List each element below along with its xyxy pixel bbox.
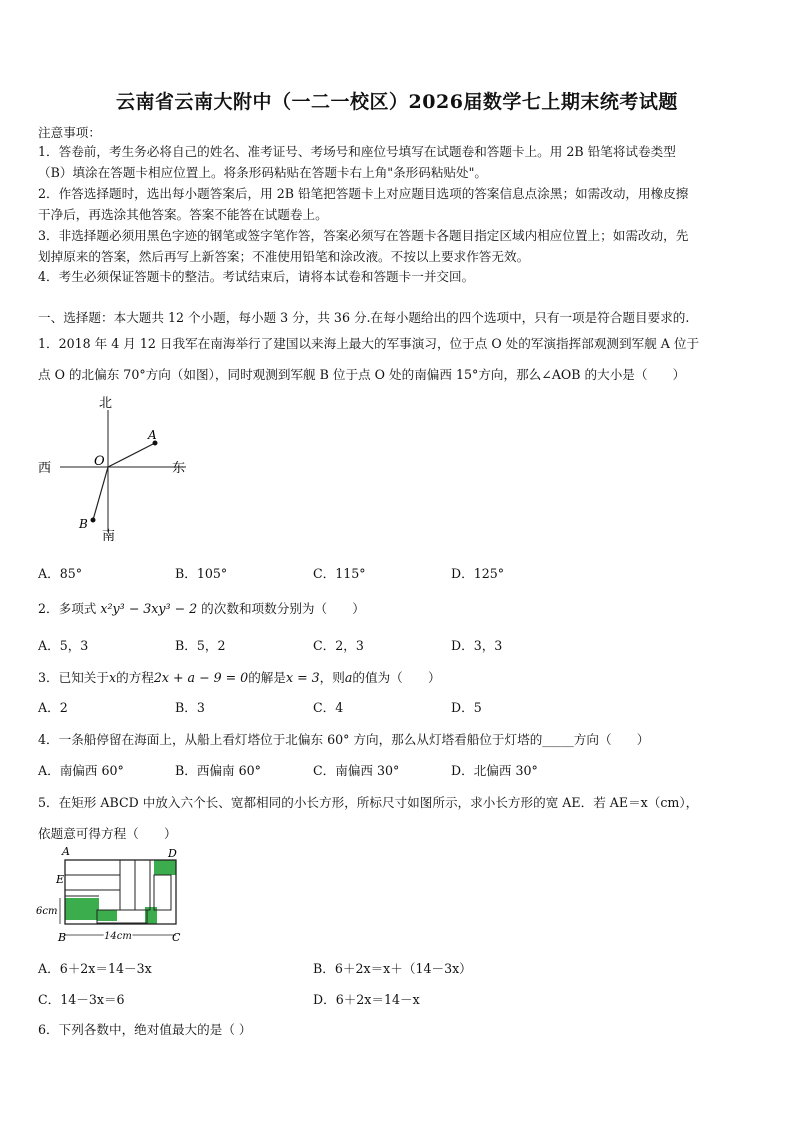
q5-line-1: 5．在矩形 ABCD 中放入六个长、宽都相同的小长方形，所标尺寸如图所示，求小长方形的宽 AE．若 AE＝x（cm）， [38,795,699,810]
q4-option-a: A．南偏西 60° [38,763,124,778]
q6-stem: 6．下列各数中，绝对值最大的是（ ） [38,1022,252,1037]
point-b [91,518,96,523]
q5-line-2: 依题意可得方程（ ） [38,826,177,841]
q4-option-d: D．北偏西 30° [451,763,538,778]
q1-line-1: 1．2018 年 4 月 12 日我军在南海举行了建国以来海上最大的军事演习，位于点 O 处的军演指挥部观测到军舰 A 位于 [38,336,700,351]
label-o: O [94,454,105,469]
label-d: D [168,847,177,860]
q3-var-a: a [344,670,353,685]
q1-option-d: D．125° [451,566,505,581]
q4-option-b: B．西偏南 60° [175,763,261,778]
q5-option-d: D．6＋2x＝14－x [313,992,420,1007]
label-e: E [56,873,65,886]
label-west: 西 [38,461,52,476]
q4-stem: 4．一条船停留在海面上，从船上看灯塔位于北偏东 60° 方向，那么从灯塔看船位于灯塔的_____方向（ ） [38,732,650,747]
q3-equation: 2x + a − 9 = 0 [153,670,249,685]
label-a: A [148,428,157,442]
q1-option-a: A．85° [38,566,83,581]
q2-stem [38,598,365,617]
q1-direction-figure [36,392,196,547]
note-2-line-2: 干净后，再选涂其他答案。答案不能答在试题卷上。 [38,207,328,222]
small-rect-1 [65,860,120,875]
q4-option-c: C．南偏西 30° [313,763,400,778]
q2-suffix: 的次数和项数分别为（ ） [201,601,365,616]
label-east: 东 [172,461,186,476]
shaded-region-bottom [97,910,117,921]
small-rect-2 [65,875,120,890]
q1-option-c: C．115° [313,566,366,581]
small-rect-3 [120,860,135,910]
q5-option-c: C．14－3x＝6 [38,992,125,1007]
note-3-line-1: 3．非选择题必须用黑色字迹的钢笔或签字笔作答，答案必须写在答题卡各题目指定区域内相应位置上；如需改动，先 [38,228,689,243]
q3-text-5: 的值为（ ） [352,670,441,685]
q3-text-1: 3．已知关于 [38,670,109,685]
shaded-region-left [65,898,99,920]
note-1-line-2: （B）填涂在答题卡相应位置上。将条形码粘贴在答题卡右上角"条形码粘贴处"。 [38,165,488,180]
q2-option-d: D．3，3 [451,638,503,653]
q3-solution: x = 3 [285,670,320,685]
label-b: B [79,517,88,531]
q3-option-c: C．4 [313,700,344,715]
q3-option-a: A．2 [38,700,68,715]
q3-text-4: ，则 [319,670,345,685]
q3-option-d: D．5 [451,700,482,715]
label-b: B [58,931,67,944]
q3-stem [38,667,441,686]
q3-text-2: 的方程 [116,670,154,685]
note-3-line-2: 划掉原来的答案，然后再写上新答案；不准使用铅笔和涂改液。不按以上要求作答无效。 [38,249,530,264]
note-4: 4．考生必须保证答题卡的整洁。考试结束后，请将本试卷和答题卡一并交回。 [38,269,475,284]
label-c: C [172,931,181,944]
ray-ob [93,467,108,520]
q3-var-x: x [108,670,117,685]
small-rect-4 [135,860,150,910]
q5-option-b: B．6＋2x＝x＋（14－3x） [313,961,472,976]
note-1-line-1: 1．答卷前，考生务必将自己的姓名、准考证号、考场号和座位号填写在试题卷和答题卡上。用 2B 铅笔将试卷类型 [38,144,676,159]
q2-prefix: 2．多项式 [38,601,97,616]
ray-oa [108,443,155,467]
label-height: 6cm [36,906,58,917]
q2-option-c: C．2，3 [313,638,364,653]
label-a: A [62,845,70,858]
q1-line-2: 点 O 的北偏东 70°方向（如图），同时观测到军舰 B 位于点 O 处的南偏西 15°方向，那么∠AOB 的大小是（ ） [38,367,686,382]
note-2-line-1: 2．作答选择题时，选出每小题答案后，用 2B 铅笔把答题卡上对应题目选项的答案信息点涂黑；如需改动，用橡皮擦 [38,186,689,201]
q5-rectangle-figure [34,843,194,946]
q2-option-a: A．5，3 [38,638,89,653]
q1-option-b: B．105° [175,566,228,581]
q2-option-b: B．5，2 [175,638,226,653]
q5-option-a: A．6＋2x＝14－3x [38,961,152,976]
q3-text-3: 的解是 [248,670,286,685]
label-north: 北 [99,396,113,411]
label-south: 南 [102,529,116,544]
q2-polynomial: x²y³ − 3xy³ − 2 [100,601,198,616]
small-rect-6 [154,875,171,910]
notes-heading: 注意事项： [38,125,101,140]
page-title: 云南省云南大附中（一二一校区）2026届数学七上期末统考试题 [116,91,678,113]
q3-option-b: B．3 [175,700,205,715]
shaded-region-top-right [154,860,176,875]
label-width: 14cm [104,931,132,942]
section-heading: 一、选择题：本大题共 12 个小题，每小题 3 分，共 36 分.在每小题给出的四个选项中，只有一项是符合题目要求的. [38,310,690,325]
